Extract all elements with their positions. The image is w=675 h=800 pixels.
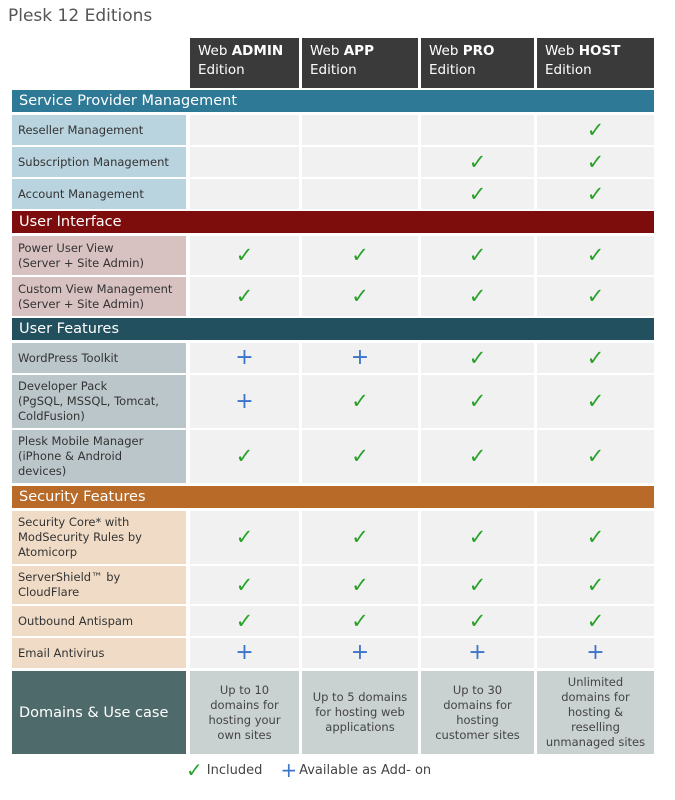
feature-label [12,115,186,145]
domains-cell-line: customer sites [435,727,520,742]
edition-prefix: Web [429,43,463,59]
feature-cell [302,236,418,275]
feature-cell [302,179,418,209]
check-icon: ✓ [586,444,605,468]
feature-cell [421,115,534,145]
check-icon: ✓ [468,572,487,597]
edition-header-pro [421,38,534,88]
feature-label [12,511,186,564]
feature-cell [302,566,418,604]
edition-name: PRO [462,43,495,59]
domains-cell-line: Up to 10 [219,682,270,697]
feature-cell [190,566,299,604]
feature-label-line: (PgSQL, MSSQL, Tomcat, [18,394,159,408]
check-icon: ✓ [186,758,203,782]
feature-label-line: Reseller Management [18,122,144,137]
check-icon: ✓ [586,389,605,413]
feature-label-line: Plesk Mobile Manager [18,434,144,448]
check-icon: ✓ [468,243,487,267]
feature-cell [421,179,534,209]
feature-label-line: Custom View Management [18,281,173,296]
check-icon: ✓ [586,572,605,597]
check-icon: ✓ [235,284,254,308]
check-icon: ✓ [586,149,605,174]
feature-label [12,277,186,316]
feature-label-line: ServerShield™ by [18,570,121,584]
edition-header-app [302,38,418,88]
feature-cell [537,236,654,275]
feature-cell [302,638,418,668]
feature-cell [421,375,534,428]
check-icon: ✓ [351,284,369,308]
check-icon: ✓ [468,284,487,308]
feature-cell [537,606,654,636]
category-header: Security Features [12,486,654,508]
feature-cell [421,147,534,177]
feature-label-line: CloudFlare [18,585,80,599]
check-icon: ✓ [351,525,369,549]
plus-icon: + [235,345,254,370]
edition-name: APP [343,43,374,59]
check-icon: ✓ [351,572,369,597]
feature-label [12,638,186,668]
feature-cell [302,375,418,428]
feature-cell [537,147,654,177]
domains-cell [190,671,299,754]
feature-cell [537,430,654,483]
feature-cell [537,638,654,668]
edition-name: HOST [578,43,621,59]
feature-cell [537,511,654,564]
check-icon: ✓ [235,243,254,267]
feature-cell [190,236,299,275]
domains-cell-line: unmanaged sites [545,735,646,749]
check-icon: ✓ [586,117,605,142]
feature-cell [537,179,654,209]
feature-label-line: Subscription Management [18,154,169,169]
feature-cell [421,638,534,668]
feature-label-line: WordPress Toolkit [18,350,119,365]
feature-cell [190,606,299,636]
feature-cell [537,343,654,373]
check-icon: ✓ [468,608,487,633]
feature-cell [190,375,299,428]
category-header: User Features [12,318,654,340]
feature-label-line: Account Management [18,186,144,201]
domains-cell-line: own sites [217,727,272,742]
legend-addon: Available as Add- on [299,762,432,778]
feature-label [12,375,186,428]
check-icon: ✓ [468,181,487,206]
plus-icon: + [586,640,605,665]
plus-icon: + [350,345,370,370]
feature-label-line: Atomicorp [18,545,77,559]
legend [186,759,431,781]
feature-cell [190,343,299,373]
edition-prefix: Web [310,43,344,59]
feature-cell [302,115,418,145]
feature-cell [537,566,654,604]
feature-cell [190,115,299,145]
check-icon: ✓ [351,444,369,468]
plus-icon: + [468,640,487,665]
category-header: Service Provider Management [12,90,654,112]
feature-label [12,343,186,373]
feature-cell [302,606,418,636]
domains-cell-line: Up to 30 [452,682,503,697]
feature-cell [537,115,654,145]
domains-cell-line: domains for [561,690,630,704]
check-icon: ✓ [586,525,605,549]
feature-label-line: Developer Pack [18,379,108,393]
edition-suffix: Edition [429,62,476,78]
plus-icon: + [280,758,298,782]
feature-cell [421,236,534,275]
feature-label-line: (Server + Site Admin) [18,296,145,311]
domains-cell-line: domains for [210,697,279,712]
check-icon: ✓ [586,284,605,308]
domains-cell [421,671,534,754]
feature-cell [421,277,534,316]
feature-cell [190,430,299,483]
check-icon: ✓ [235,608,254,633]
feature-cell [190,179,299,209]
feature-cell [421,343,534,373]
check-icon: ✓ [235,444,254,468]
feature-label-line: Outbound Antispam [18,613,134,628]
domains-cell-line: domains for [443,697,512,712]
feature-label-line: Security Core* with [18,515,130,529]
domains-label: Domains & Use case [12,671,186,754]
domains-cell [537,671,654,754]
check-icon: ✓ [586,181,605,206]
feature-cell [302,511,418,564]
feature-cell [537,375,654,428]
feature-label-line: (Server + Site Admin) [18,255,145,270]
check-icon: ✓ [468,389,487,413]
domains-cell-line: reselling [571,720,620,734]
domains-cell [302,671,418,754]
check-icon: ✓ [586,243,605,267]
category-header: User Interface [12,211,654,233]
edition-suffix: Edition [310,62,357,78]
feature-cell [302,430,418,483]
edition-prefix: Web [198,43,232,59]
feature-label-line: ColdFusion) [18,409,85,423]
feature-cell [190,147,299,177]
feature-label [12,147,186,177]
edition-prefix: Web [545,43,579,59]
check-icon: ✓ [235,572,254,597]
edition-suffix: Edition [198,62,245,78]
check-icon: ✓ [586,345,605,370]
domains-cell-line: Unlimited [567,675,624,689]
domains-cell-line: for hosting web [315,705,405,719]
feature-label [12,566,186,604]
feature-cell [302,343,418,373]
check-icon: ✓ [351,389,369,413]
check-icon: ✓ [586,608,605,633]
domains-cell-line: hosting your [208,712,281,727]
feature-cell [302,277,418,316]
feature-cell [190,277,299,316]
domains-cell-line: applications [325,720,395,734]
plus-icon: + [235,640,254,665]
feature-label [12,430,186,483]
check-icon: ✓ [468,525,487,549]
feature-label-line: (iPhone & Android [18,449,123,463]
feature-cell [421,566,534,604]
feature-label-line: devices) [18,464,67,478]
feature-label [12,236,186,275]
domains-cell-line: Up to 5 domains [312,690,408,704]
feature-cell [190,511,299,564]
check-icon: ✓ [468,345,487,370]
page-title: Plesk 12 Editions [8,6,153,26]
check-icon: ✓ [235,525,254,549]
edition-suffix: Edition [545,62,592,78]
domains-cell-line: hosting [456,712,499,727]
legend-included: Included [206,762,263,778]
feature-cell [537,277,654,316]
plus-icon: + [235,388,254,414]
feature-label-line: ModSecurity Rules by [18,530,142,544]
feature-cell [421,606,534,636]
check-icon: ✓ [351,608,369,633]
edition-header-admin [190,38,299,88]
feature-cell [421,511,534,564]
feature-label-line: Email Antivirus [18,645,105,660]
check-icon: ✓ [468,149,487,174]
feature-cell [421,430,534,483]
plus-icon: + [350,640,370,665]
feature-label-line: Power User View [18,240,114,255]
feature-label [12,606,186,636]
edition-header-host [537,38,654,88]
edition-name: ADMIN [231,43,284,59]
feature-label [12,179,186,209]
feature-cell [302,147,418,177]
domains-cell-line: hosting & [567,705,624,719]
feature-cell [190,638,299,668]
check-icon: ✓ [351,243,369,267]
check-icon: ✓ [468,444,487,468]
